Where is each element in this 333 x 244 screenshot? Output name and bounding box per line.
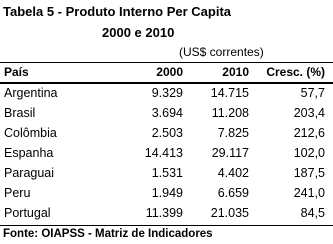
bottom-rule — [0, 225, 333, 226]
country-name: Espanha — [4, 146, 54, 160]
table-row — [0, 166, 333, 185]
value-growth: 241,0 — [293, 186, 325, 200]
top-rule — [0, 62, 333, 63]
value-2010: 4.402 — [217, 166, 249, 180]
country-name: Argentina — [4, 86, 58, 100]
value-2000: 11.399 — [145, 206, 183, 220]
value-2010: 14.715 — [210, 86, 249, 100]
country-name: Paraguai — [4, 166, 55, 180]
header-2010: 2010 — [222, 65, 249, 79]
country-name: Portugal — [4, 206, 51, 220]
value-2000: 14.413 — [144, 146, 183, 160]
table-row — [0, 126, 333, 145]
value-growth: 203,4 — [293, 106, 325, 120]
table-period: 2000 e 2010 — [102, 25, 175, 40]
value-growth: 102,0 — [293, 146, 325, 160]
header-growth: Cresc. (%) — [266, 65, 325, 79]
value-2010: 7.825 — [217, 126, 249, 140]
country-name: Brasil — [4, 106, 36, 120]
country-name: Colômbia — [4, 126, 57, 140]
value-2000: 9.329 — [151, 86, 183, 100]
value-growth: 84,5 — [300, 206, 325, 220]
country-name: Peru — [4, 186, 31, 200]
value-2010: 6.659 — [217, 186, 249, 200]
header-2000: 2000 — [156, 65, 183, 79]
table-unit: (US$ correntes) — [179, 45, 264, 59]
table-row — [0, 186, 333, 205]
header-rule — [0, 82, 333, 84]
value-2010: 11.208 — [211, 106, 249, 120]
value-growth: 57,7 — [300, 86, 325, 100]
value-2000: 3.694 — [151, 106, 183, 120]
table-row — [0, 86, 333, 105]
header-country: País — [4, 65, 29, 79]
value-growth: 212,6 — [293, 126, 325, 140]
value-2010: 21.035 — [210, 206, 249, 220]
table-header-row — [0, 65, 333, 81]
table-row — [0, 106, 333, 125]
value-2000: 1.531 — [151, 166, 183, 180]
value-2010: 29.117 — [211, 146, 249, 160]
table-row — [0, 206, 333, 225]
value-2000: 2.503 — [151, 126, 183, 140]
value-growth: 187,5 — [293, 166, 325, 180]
table-title: Tabela 5 - Produto Interno Per Capita — [3, 4, 232, 19]
table-row — [0, 146, 333, 165]
table-source: Fonte: OIAPSS - Matriz de Indicadores — [3, 228, 213, 240]
value-2000: 1.949 — [151, 186, 183, 200]
